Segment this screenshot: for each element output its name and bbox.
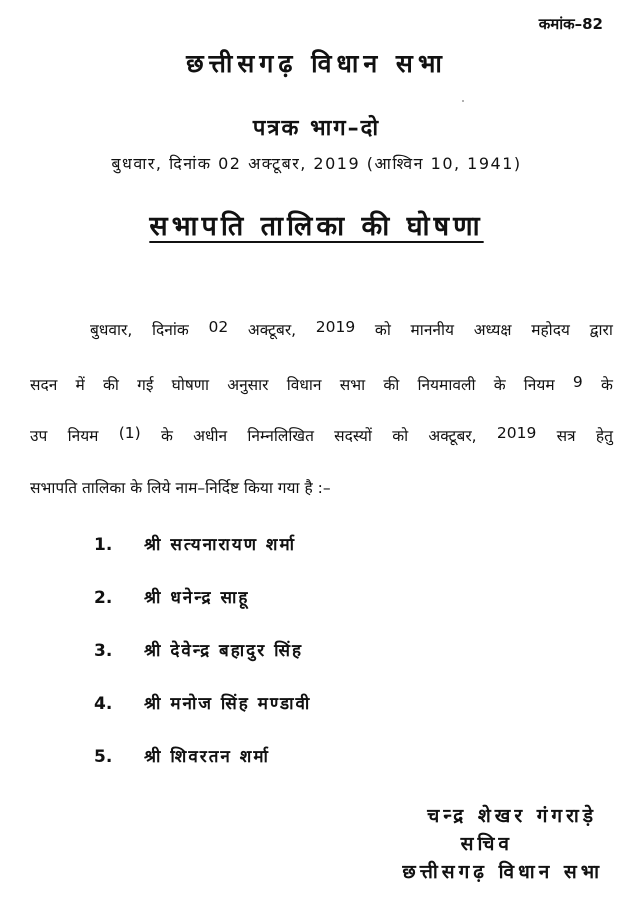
body-word: नियम — [67, 427, 99, 445]
body-word: सत्र — [556, 427, 576, 445]
announcement-heading-wrapper — [0, 206, 633, 243]
member-number: 2. — [94, 588, 113, 608]
body-word: सदस्यों — [334, 427, 372, 445]
body-word: में — [75, 376, 85, 394]
body-word: नियमावली — [417, 376, 476, 394]
body-word: निम्नलिखित — [247, 427, 314, 445]
date-line: बुधवार, दिनांक 02 अक्टूबर, 2019 (आश्विन 10, 1941) — [111, 154, 522, 173]
body-word: को — [392, 427, 409, 445]
signatory-name: चन्द्र शेखर गंगराड़े — [427, 805, 597, 827]
body-word: विधान — [286, 376, 322, 394]
member-number: 4. — [94, 694, 113, 714]
signatory-designation: सचिव — [460, 833, 513, 855]
member-name: श्री धनेन्द्र साहू — [144, 588, 250, 608]
body-line-1 — [30, 318, 613, 340]
body-word: के — [493, 376, 506, 394]
member-number: 3. — [94, 641, 113, 661]
body-word: सभा — [339, 376, 366, 394]
body-word: 2019 — [315, 318, 356, 336]
body-word: नियम — [523, 376, 555, 394]
announcement-heading: सभापति तालिका की घोषणा — [149, 211, 484, 242]
member-number: 1. — [94, 535, 113, 555]
body-word: को — [374, 321, 391, 339]
member-name: श्री शिवरतन शर्मा — [144, 747, 270, 767]
body-word: उप — [30, 427, 48, 445]
body-word: महोदय — [531, 321, 570, 339]
body-word: हेतु — [595, 427, 613, 445]
body-word: अध्यक्ष — [473, 321, 512, 339]
member-number: 5. — [94, 747, 113, 767]
member-item — [94, 585, 249, 608]
body-word: द्वारा — [589, 321, 613, 339]
body-word: घोषणा — [171, 376, 210, 394]
body-word: की — [383, 376, 400, 394]
body-word: के — [600, 376, 613, 394]
assembly-title: छत्तीसगढ़ विधान सभा — [186, 49, 447, 78]
signatory-office: छत्तीसगढ़ विधान सभा — [402, 861, 603, 883]
member-name: श्री देवेन्द्र बहादुर सिंह — [144, 641, 303, 661]
body-word: अक्टूबर, — [247, 321, 297, 339]
bulletin-part-title: पत्रक भाग–दो — [252, 116, 381, 141]
document-serial-number: कमांक–82 — [538, 15, 603, 33]
body-word: 9 — [572, 373, 583, 391]
member-item — [94, 638, 303, 661]
body-word: बुधवार, — [90, 321, 133, 339]
body-word: माननीय — [410, 321, 455, 339]
body-line-2 — [30, 373, 613, 395]
member-name: श्री मनोज सिंह मण्डावी — [144, 694, 312, 714]
scan-speck — [462, 100, 464, 102]
body-word: के — [160, 427, 173, 445]
body-word: अधीन — [193, 427, 228, 445]
member-item — [94, 744, 270, 767]
body-word: अक्टूबर, — [428, 427, 477, 445]
member-item — [94, 691, 311, 714]
body-line-3 — [30, 424, 613, 446]
body-word: अनुसार — [227, 376, 269, 394]
member-name: श्री सत्यनारायण शर्मा — [144, 535, 297, 555]
body-word: दिनांक — [151, 321, 189, 339]
body-word: की — [103, 376, 119, 394]
body-word: 2019 — [496, 424, 537, 442]
body-word: सदन — [30, 376, 58, 394]
member-item — [94, 532, 296, 555]
body-word: (1) — [118, 424, 141, 442]
body-line-4: सभापति तालिका के लिये नाम–निर्दिष्ट किया गया है :– — [30, 479, 331, 497]
body-word: गई — [137, 376, 154, 394]
body-word: 02 — [208, 318, 229, 336]
